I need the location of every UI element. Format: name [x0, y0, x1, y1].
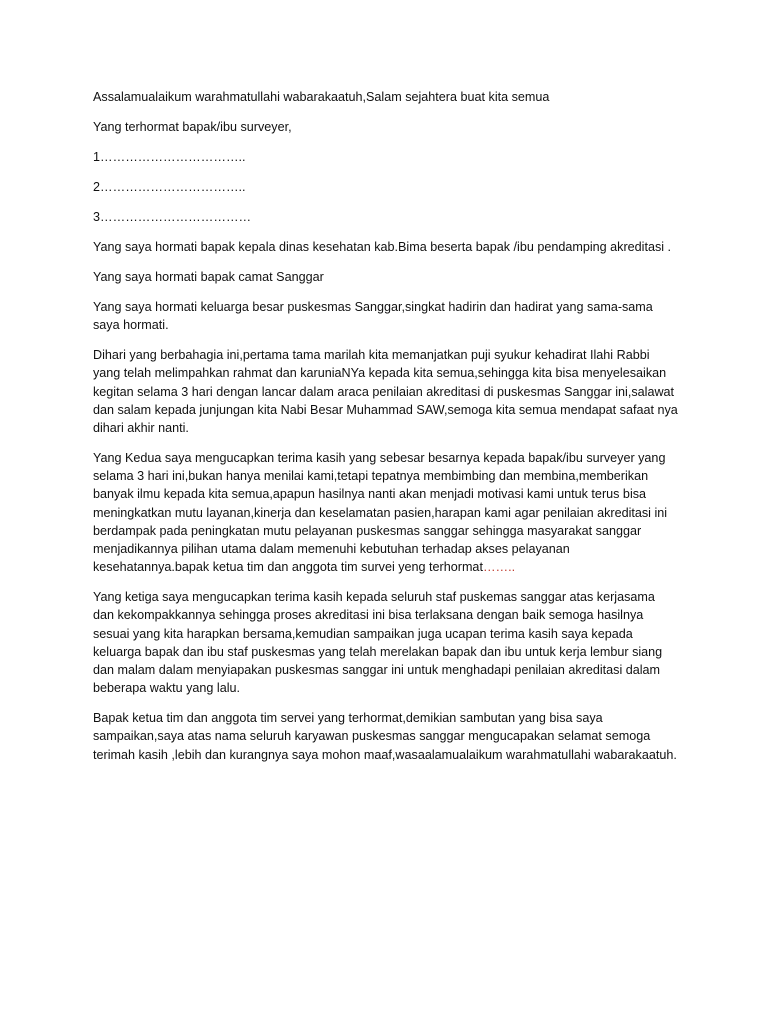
paragraph-second: [93, 449, 678, 576]
paragraph-second-text: Yang Kedua saya mengucapkan terima kasih yang sebesar besarnya kepada bapak/ibu surveyer yang selama 3 hari ini,bukan hanya menilai kami,tetapi tepatnya membimbing dan membina,memberikan banyak ilmu kepada kita semua,apapun hasilnya nanti akan menjadi motivasi kami untuk terus bisa meningkatkan mutu layanan,kinerja dan keselamatan pasien,harapan kami agar penilaian akreditasi ini berdampak pada peningkatan mutu pelayanan puskesmas sanggar sehingga masyarakat sanggar menjadikannya pilihan utama dalam memenuhi kebutuhan terhadap akses pelayanan kesehatannya.bapak ketua tim dan anggota tim survei yeng terhormat: [93, 451, 668, 575]
paragraph-gratitude: Dihari yang berbahagia ini,pertama tama marilah kita memanjatkan puji syukur kehadirat Ilahi Rabbi yang telah melimpahkan rahmat dan karuniaNYa kepada kita semua,sehingga kita bisa menyelesaikan kegitan selama 3 hari dengan lancar dalam araca penilaian akreditasi di puskesmas Sanggar ini,salawat dan salam kepada junjungan kita Nabi Besar Muhammad SAW,semoga kita semua mendapat safaat nya dihari akhir nanti.: [93, 348, 678, 436]
greeting-line: Assalamualaikum warahmatullahi wabarakaatuh,Salam sejahtera buat kita semua: [93, 90, 550, 104]
salutation-camat: Yang saya hormati bapak camat Sanggar: [93, 270, 324, 284]
surveyor-item-2: 2……………………………..: [93, 180, 246, 194]
paragraph-second-trailing-dots: ……..: [482, 560, 516, 575]
salutation-family: Yang saya hormati keluarga besar puskesmas Sanggar,singkat hadirin dan hadirat yang sama-sama saya hormati.: [93, 300, 653, 333]
document-body: [93, 88, 678, 776]
paragraph-third: Yang ketiga saya mengucapkan terima kasih kepada seluruh staf puskemas sanggar atas kerjasama dan kekompakkannya sehingga proses akreditasi ini bisa terlaksana dengan baik semoga hasilnya sesuai yang kita harapkan bersama,kemudian sampaikan juga ucapan terima kasih saya kepada keluarga bapak dan ibu staf puskesmas yang telah merelakan bapak dan ibu untuk kerja lembur siang dan malam dalam menyiapakan puskesmas sanggar ini untuk menghadapi penilaian akreditasi dalam beberapa waktu yang lalu.: [93, 590, 663, 696]
paragraph-closing: Bapak ketua tim dan anggota tim servei yang terhormat,demikian sambutan yang bisa saya sampaikan,saya atas nama seluruh karyawan puskesmas sanggar mengucapakan selamat semoga terimah kasih ,lebih dan kurangnya saya mohon maaf,wasaalamualaikum warahmatullahi wabarakaatuh.: [93, 711, 677, 762]
surveyor-item-3: 3………………………………: [93, 210, 252, 224]
salutation-head-of-office: Yang saya hormati bapak kepala dinas kesehatan kab.Bima beserta bapak /ibu pendamping akreditasi .: [93, 240, 672, 254]
surveyor-item-1: 1……………………………..: [93, 150, 246, 164]
salutation-surveyor: Yang terhormat bapak/ibu surveyer,: [93, 120, 292, 134]
